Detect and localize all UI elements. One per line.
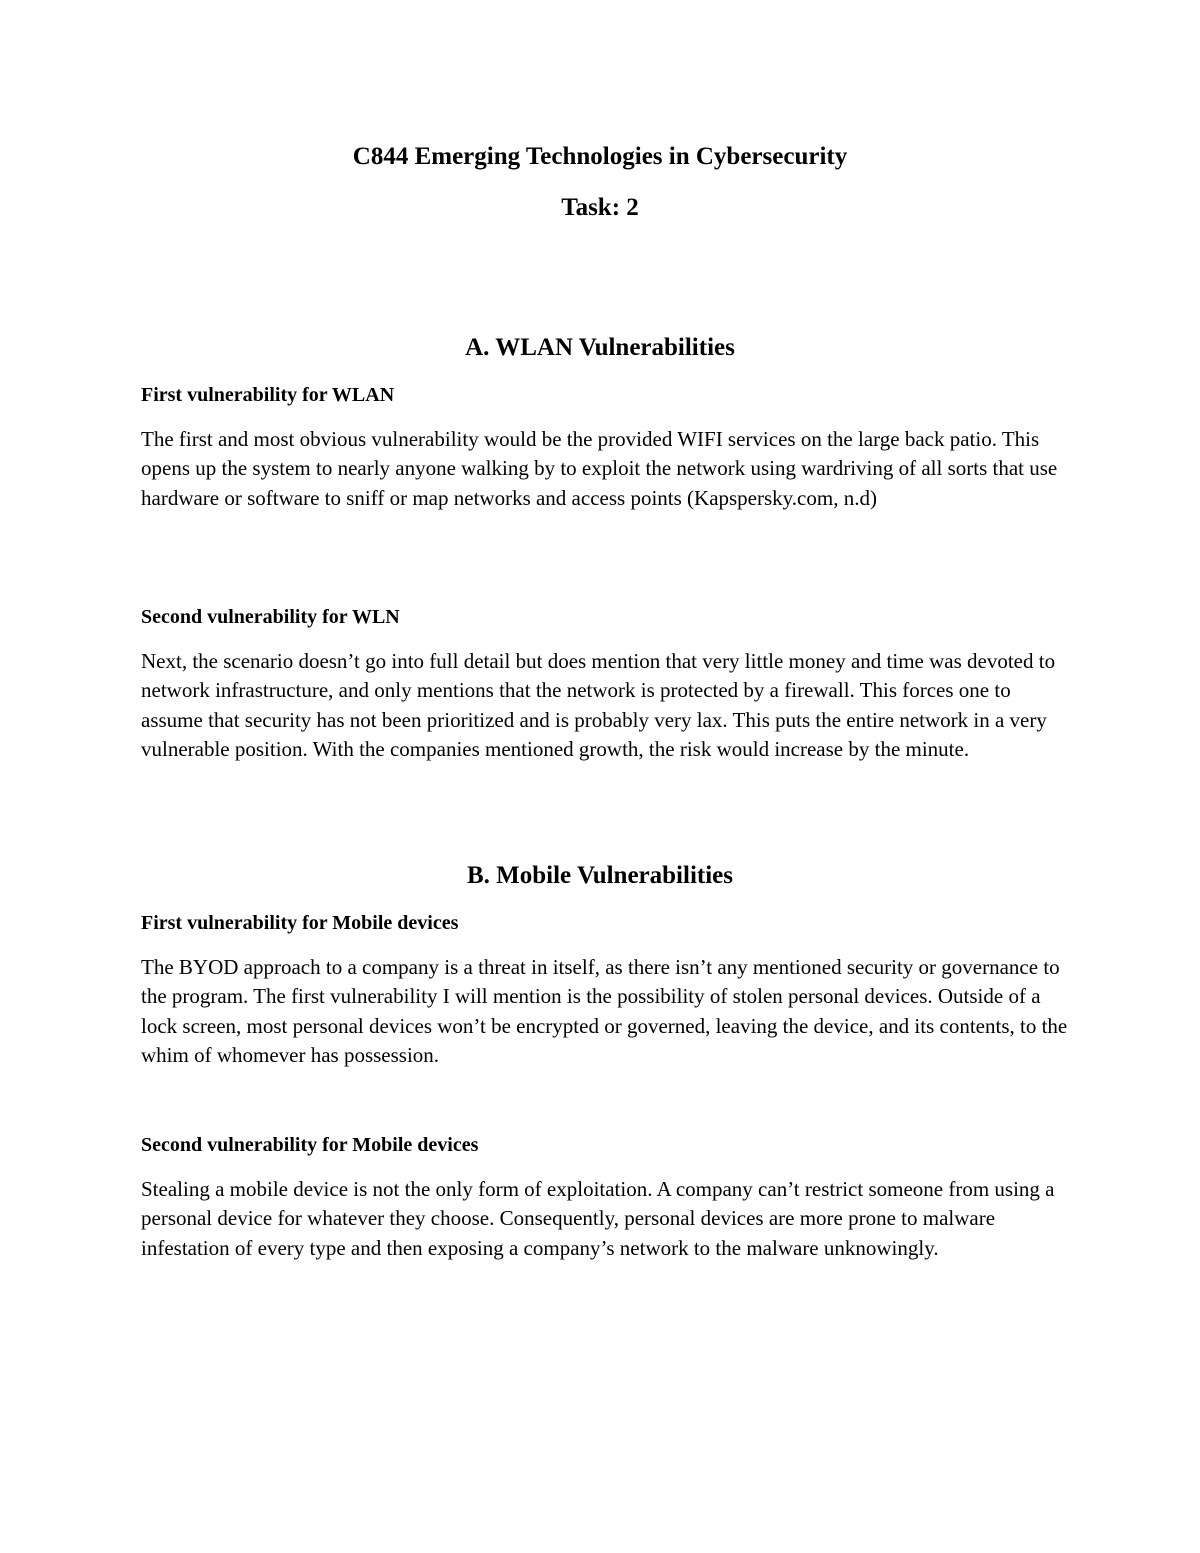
- section-a-heading: A. WLAN Vulnerabilities: [465, 334, 735, 361]
- section-b-second-subheading: Second vulnerability for Mobile devices: [141, 1134, 479, 1156]
- section-b-first-paragraph: The BYOD approach to a company is a threat in itself, as there isn’t any mentioned security or governance to the program. The first vulnerability I will mention is the possibility of stolen personal devices. Outside of a lock screen, most personal devices won’t be encrypted or governed, leaving the device, and its contents, to the whim of whomever has possession.: [141, 955, 1068, 1067]
- section-b-heading: B. Mobile Vulnerabilities: [466, 862, 733, 889]
- section-a-first-paragraph: The first and most obvious vulnerability would be the provided WIFI services on the large back patio. This opens up the system to nearly anyone walking by to exploit the network using wardriving of all sorts that use hardware or software to sniff or map networks and access points (Kapspersky.com, n.d): [141, 427, 1058, 510]
- section-a-first-subheading: First vulnerability for WLAN: [141, 384, 395, 406]
- section-b-second-paragraph: Stealing a mobile device is not the only form of exploitation. A company can’t restrict someone from using a personal device for whatever they choose. Consequently, personal devices are more prone to malware infestation of every type and then exposing a company’s network to the malware unknowingly.: [141, 1177, 1055, 1260]
- document-title: C844 Emerging Technologies in Cybersecurity: [352, 143, 848, 170]
- section-b-first-subheading: First vulnerability for Mobile devices: [141, 912, 459, 934]
- section-a-second-paragraph: Next, the scenario doesn’t go into full detail but does mention that very little money and time was devoted to network infrastructure, and only mentions that the network is protected by a firewall. This forces one to assume that security has not been prioritized and is probably very lax. This puts the entire network in a very vulnerable position. With the companies mentioned growth, the risk would increase by the minute.: [141, 649, 1056, 761]
- task-label: Task: 2: [561, 194, 639, 221]
- section-a-second-subheading: Second vulnerability for WLN: [141, 606, 400, 628]
